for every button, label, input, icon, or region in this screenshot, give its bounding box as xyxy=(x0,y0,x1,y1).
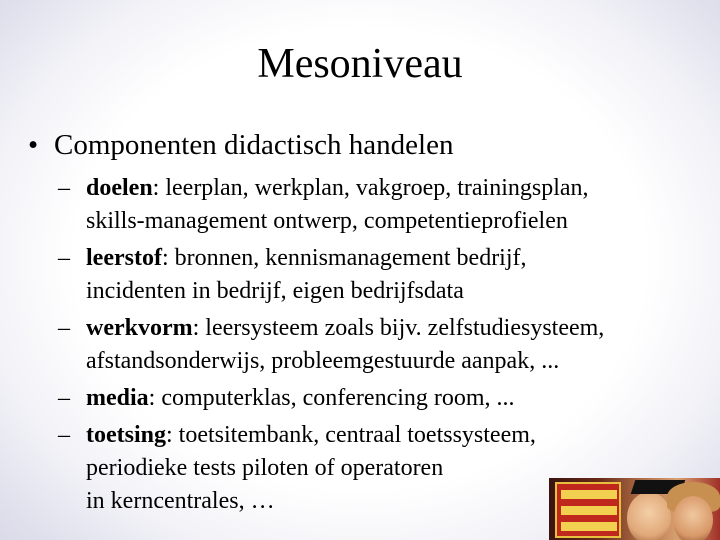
sub-bullet-continuation: in kerncentrales, … xyxy=(86,488,275,514)
sub-bullet-term: doelen xyxy=(86,175,153,201)
sub-bullet-line xyxy=(86,382,708,415)
sub-bullet-term: werkvorm xyxy=(86,315,193,341)
graduate-face xyxy=(673,496,713,540)
sub-bullet-leerstof xyxy=(58,242,708,308)
sub-bullet-media xyxy=(58,382,708,415)
dash-marker: – xyxy=(58,245,70,271)
dash-marker: – xyxy=(58,315,70,341)
sub-bullet-line xyxy=(86,242,708,275)
sub-bullet-werkvorm xyxy=(58,312,708,378)
sub-bullet-text: : leerplan, werkplan, vakgroep, trainingsplan, xyxy=(152,175,589,201)
sub-bullet-term: media xyxy=(86,385,149,411)
sub-bullet-text: : toetsitembank, centraal toetssysteem, xyxy=(166,422,536,448)
dash-marker: – xyxy=(58,175,70,201)
sub-bullet-continuation: afstandsonderwijs, probleemgestuurde aanpak, ... xyxy=(86,348,560,374)
graduate-face xyxy=(627,492,671,540)
sub-bullet-continuation: skills-management ontwerp, competentieprofielen xyxy=(86,208,568,234)
main-bullet-text: Componenten didactisch handelen xyxy=(54,129,454,161)
sub-bullet-text: : bronnen, kennismanagement bedrijf, xyxy=(161,245,527,271)
slide-title: Mesoniveau xyxy=(257,41,463,87)
sub-bullet-text: : leersysteem zoals bijv. zelfstudiesysteem, xyxy=(192,315,605,341)
sub-bullet-term: toetsing xyxy=(86,422,166,448)
bullet-marker: • xyxy=(28,129,39,161)
banner-sign xyxy=(555,482,621,538)
graduates-photo xyxy=(549,478,720,540)
main-bullet xyxy=(28,127,708,163)
sub-bullet-list xyxy=(58,172,708,522)
sub-bullet-line xyxy=(86,172,708,205)
sub-bullet-text: : computerklas, conferencing room, ... xyxy=(148,385,515,411)
sub-bullet-continuation: incidenten in bedrijf, eigen bedrijfsdata xyxy=(86,278,464,304)
sub-bullet-line xyxy=(86,312,708,345)
sub-bullet-doelen xyxy=(58,172,708,238)
sub-bullet-continuation: periodieke tests piloten of operatoren xyxy=(86,455,444,481)
dash-marker: – xyxy=(58,385,70,411)
sub-bullet-term: leerstof xyxy=(86,245,162,271)
dash-marker: – xyxy=(58,422,70,448)
sub-bullet-line xyxy=(86,419,708,452)
